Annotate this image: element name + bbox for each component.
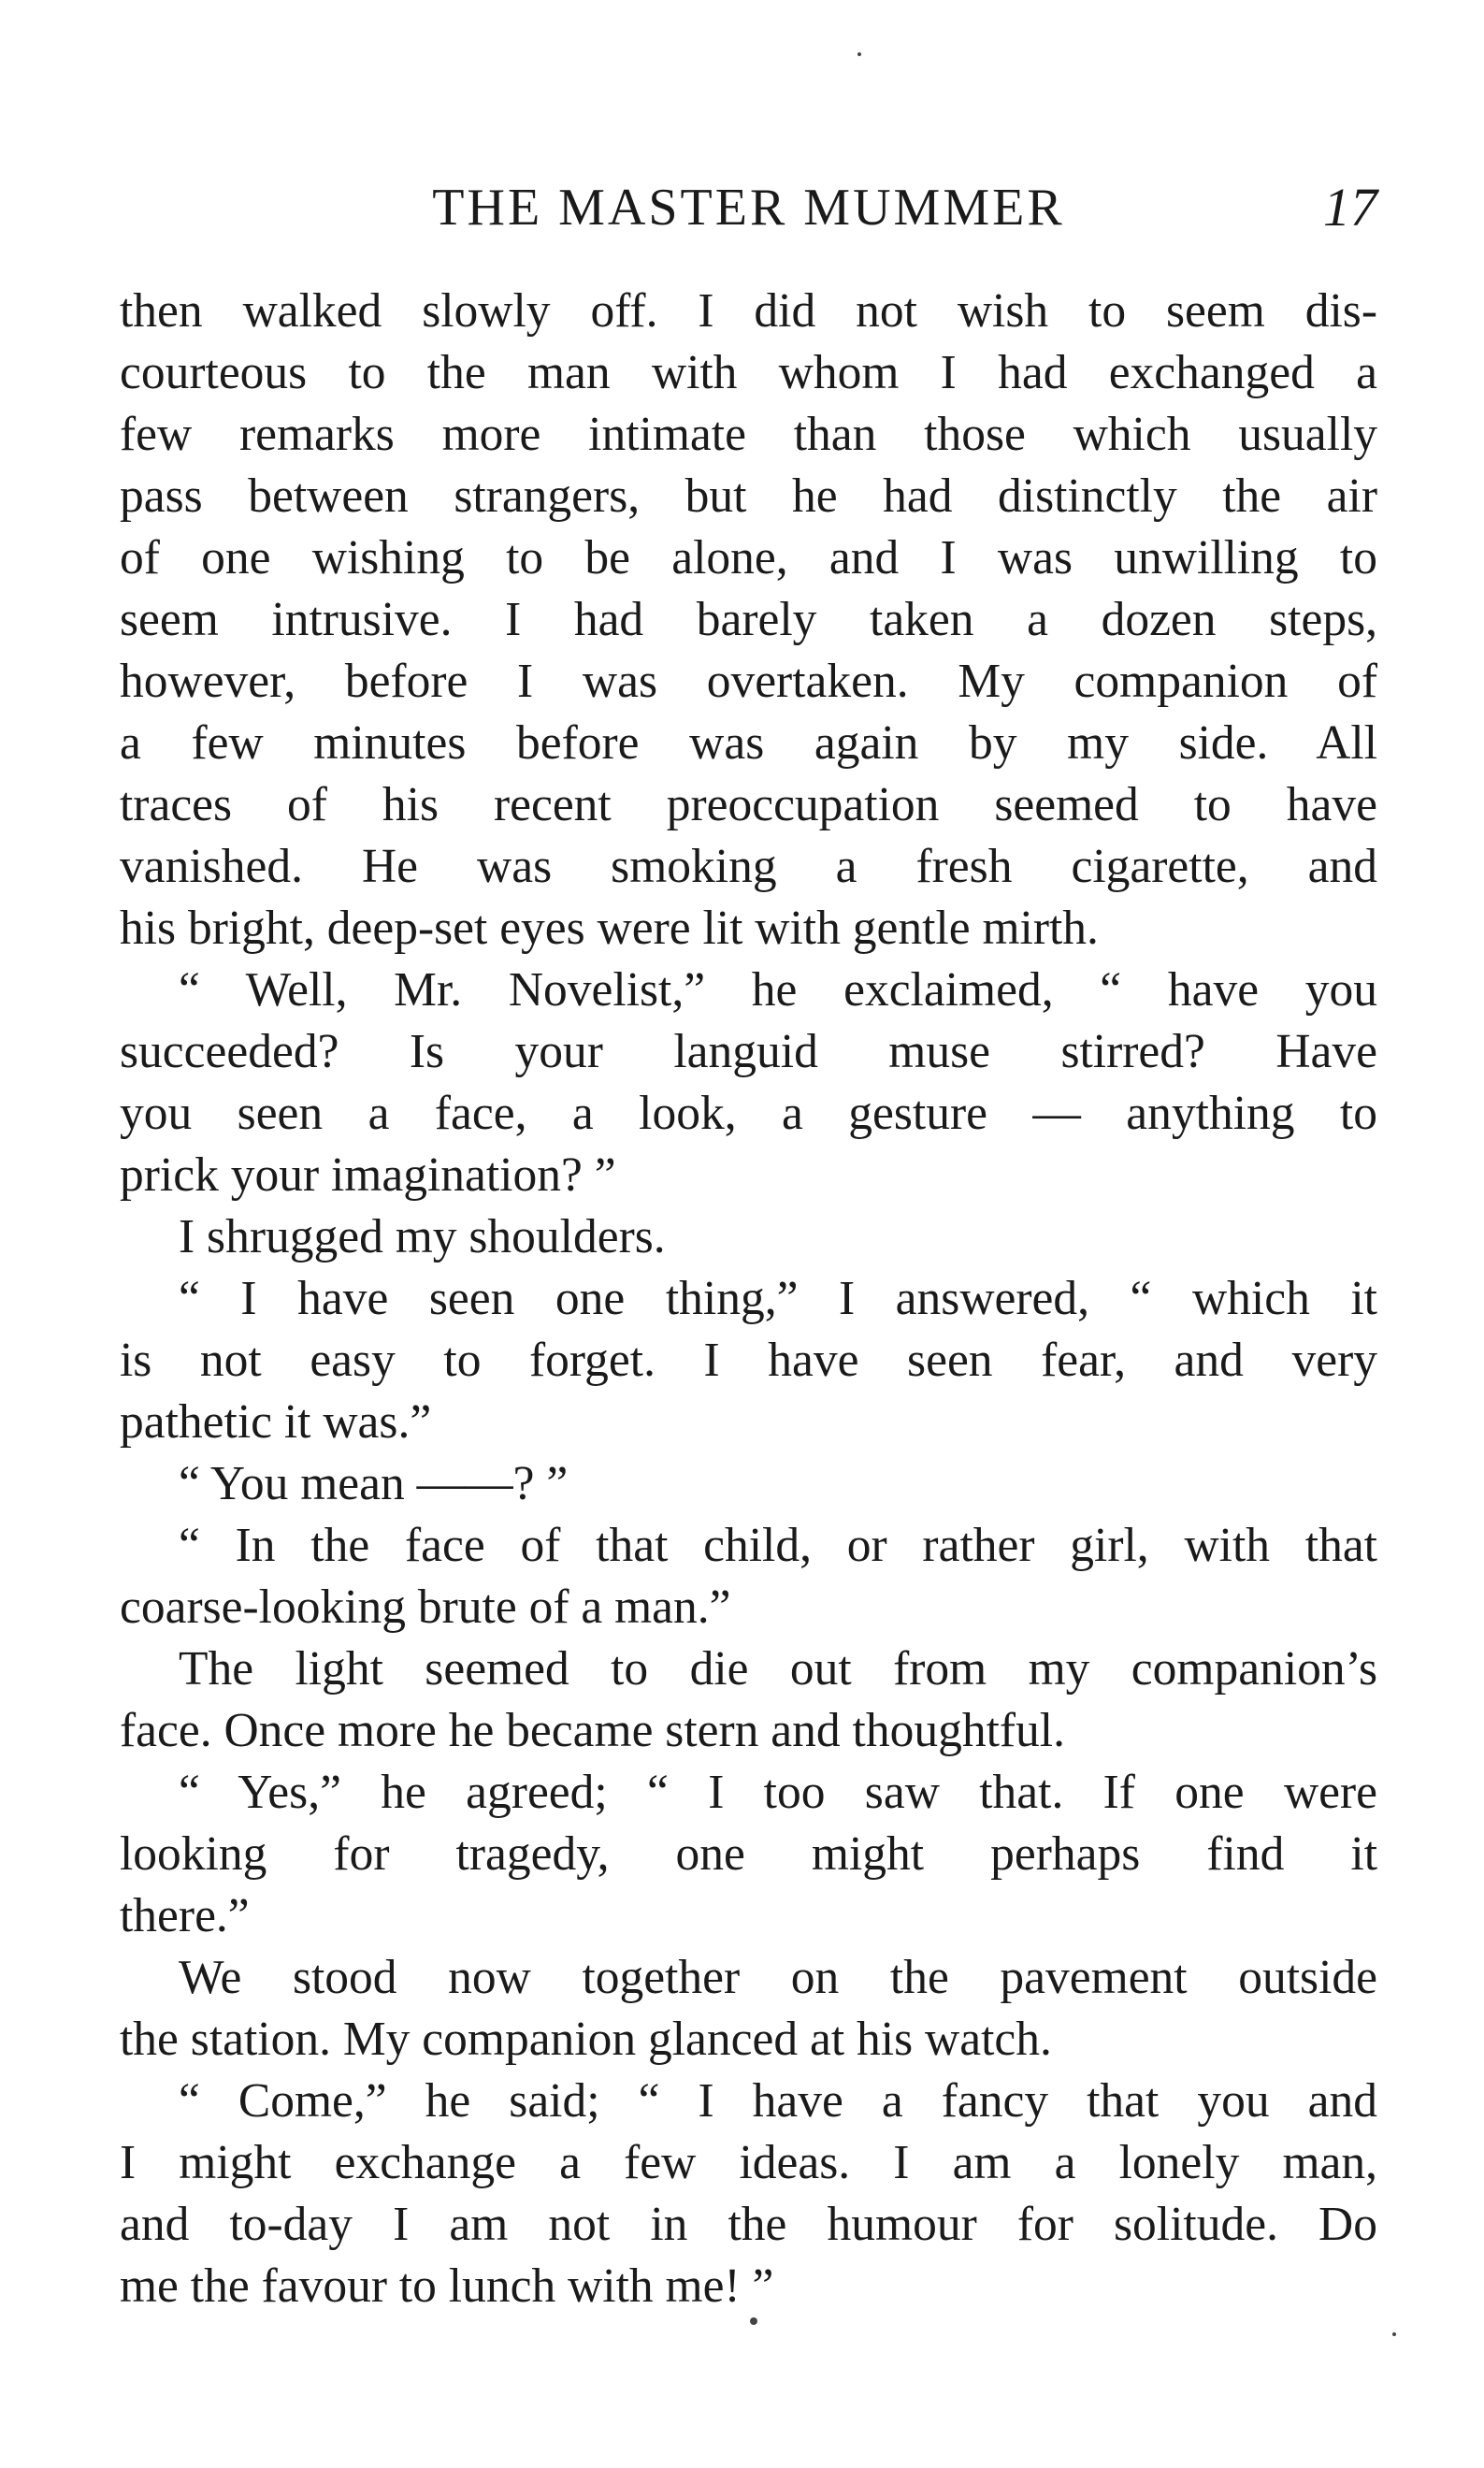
text-line: and to-day I am not in the humour for solitude. Do [120, 2198, 1377, 2251]
text-line: We stood now together on the pavement outside [179, 1951, 1377, 2004]
text-line: pathetic it was.” [120, 1395, 432, 1449]
text-line: The light seemed to die out from my companion’s [179, 1642, 1377, 1696]
text-line: there.” [120, 1889, 250, 1942]
text-line: however, before I was overtaken. My companion of [120, 655, 1377, 708]
text-line: you seen a face, a look, a gesture — anything to [120, 1087, 1377, 1140]
text-line: vanished. He was smoking a fresh cigarette, and [120, 840, 1377, 893]
text-line: succeeded? Is your languid muse stirred? Have [120, 1025, 1377, 1078]
text-line: is not easy to forget. I have seen fear, and very [120, 1334, 1377, 1387]
page-header [120, 170, 1377, 245]
text-line: “ You mean ——? ” [179, 1457, 569, 1510]
text-line: the station. My companion glanced at his watch. [120, 2013, 1052, 2066]
text-line: seem intrusive. I had barely taken a dozen steps, [120, 593, 1377, 646]
print-speck [750, 2317, 757, 2325]
text-line: face. Once more he became stern and thoughtful. [120, 1704, 1065, 1757]
text-line: courteous to the man with whom I had exchanged a [120, 346, 1377, 399]
text-line: traces of his recent preoccupation seemed to have [120, 778, 1377, 831]
text-line: me the favour to lunch with me! ” [120, 2259, 774, 2313]
text-line: few remarks more intimate than those which usually [120, 408, 1377, 461]
text-line: I shrugged my shoulders. [179, 1210, 666, 1263]
page-number: 17 [1323, 177, 1377, 238]
text-line: looking for tragedy, one might perhaps find it [120, 1827, 1377, 1881]
text-line: his bright, deep-set eyes were lit with gentle mirth. [120, 902, 1099, 955]
text-line: I might exchange a few ideas. I am a lonely man, [120, 2136, 1377, 2189]
print-speck [1392, 2332, 1396, 2336]
text-line: “ Well, Mr. Novelist,” he exclaimed, “ have you [179, 963, 1377, 1017]
text-line: “ Yes,” he agreed; “ I too saw that. If one were [179, 1766, 1377, 1819]
text-line: “ Come,” he said; “ I have a fancy that you and [179, 2074, 1377, 2128]
text-line: of one wishing to be alone, and I was unwilling to [120, 531, 1377, 585]
text-line: a few minutes before was again by my side. All [120, 716, 1377, 770]
running-title: THE MASTER MUMMER [432, 179, 1065, 237]
text-line: coarse-looking brute of a man.” [120, 1580, 731, 1634]
text-line: pass between strangers, but he had distinctly the air [120, 469, 1377, 523]
text-line: then walked slowly off. I did not wish to seem dis- [120, 284, 1377, 338]
text-line: prick your imagination? ” [120, 1148, 616, 1202]
body-text [120, 281, 1377, 2317]
text-line: “ I have seen one thing,” I answered, “ which it [179, 1272, 1377, 1325]
text-line: “ In the face of that child, or rather girl, with that [179, 1519, 1377, 1572]
print-speck [857, 52, 861, 56]
